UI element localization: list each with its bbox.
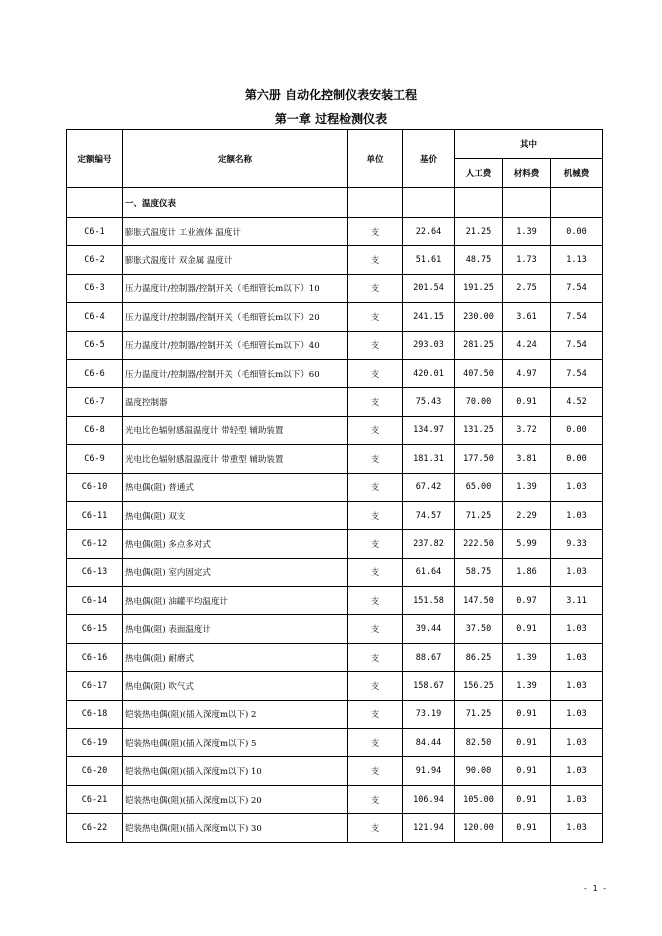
table-row — [67, 757, 603, 785]
row-unit: 支 — [348, 218, 403, 246]
row-base-price: 121.94 — [403, 814, 455, 842]
row-unit: 支 — [348, 274, 403, 302]
row-code: C6-7 — [67, 388, 123, 416]
row-code: C6-5 — [67, 331, 123, 359]
row-unit: 支 — [348, 530, 403, 558]
row-material: 0.91 — [503, 729, 551, 757]
row-material: 1.39 — [503, 473, 551, 501]
row-machine: 1.03 — [551, 501, 603, 529]
row-machine: 1.03 — [551, 558, 603, 586]
row-code: C6-13 — [67, 558, 123, 586]
row-code: C6-9 — [67, 445, 123, 473]
header-material: 材料费 — [503, 159, 551, 188]
row-unit: 支 — [348, 558, 403, 586]
row-unit: 支 — [348, 785, 403, 813]
section-title: 一、温度仪表 — [123, 188, 348, 218]
row-machine: 1.03 — [551, 729, 603, 757]
row-code: C6-12 — [67, 530, 123, 558]
row-material: 0.91 — [503, 785, 551, 813]
table-row — [67, 587, 603, 615]
row-material: 1.39 — [503, 643, 551, 671]
row-labor: 71.25 — [455, 501, 503, 529]
row-unit: 支 — [348, 416, 403, 444]
table-row — [67, 388, 603, 416]
row-material: 1.73 — [503, 246, 551, 274]
row-base-price: 201.54 — [403, 274, 455, 302]
section-row — [67, 188, 603, 218]
row-labor: 177.50 — [455, 445, 503, 473]
row-machine: 7.54 — [551, 331, 603, 359]
header-base-price: 基价 — [403, 130, 455, 188]
table-row — [67, 530, 603, 558]
table-row — [67, 331, 603, 359]
row-material: 1.39 — [503, 672, 551, 700]
row-machine: 1.03 — [551, 757, 603, 785]
table-row — [67, 672, 603, 700]
row-base-price: 237.82 — [403, 530, 455, 558]
header-machine: 机械费 — [551, 159, 603, 188]
row-labor: 58.75 — [455, 558, 503, 586]
table-row — [67, 359, 603, 387]
row-name: 热电偶(阻) 表面温度计 — [123, 615, 348, 643]
row-code: C6-15 — [67, 615, 123, 643]
row-base-price: 88.67 — [403, 643, 455, 671]
table-row — [67, 416, 603, 444]
row-name: 热电偶(阻) 多点多对式 — [123, 530, 348, 558]
row-machine: 7.54 — [551, 303, 603, 331]
row-base-price: 91.94 — [403, 757, 455, 785]
row-labor: 222.50 — [455, 530, 503, 558]
row-unit: 支 — [348, 643, 403, 671]
header-name: 定额名称 — [123, 130, 348, 188]
row-code: C6-3 — [67, 274, 123, 302]
row-unit: 支 — [348, 303, 403, 331]
row-labor: 191.25 — [455, 274, 503, 302]
row-machine: 1.03 — [551, 814, 603, 842]
table-row — [67, 218, 603, 246]
row-material: 4.24 — [503, 331, 551, 359]
row-name: 光电比色辐射感温温度计 带轻型 辅助装置 — [123, 416, 348, 444]
row-unit: 支 — [348, 672, 403, 700]
row-code: C6-4 — [67, 303, 123, 331]
row-name: 光电比色辐射感温温度计 带重型 辅助装置 — [123, 445, 348, 473]
table-row — [67, 246, 603, 274]
row-unit: 支 — [348, 700, 403, 728]
row-machine: 1.03 — [551, 473, 603, 501]
row-code: C6-6 — [67, 359, 123, 387]
quota-table — [66, 129, 603, 843]
row-code: C6-19 — [67, 729, 123, 757]
row-name: 压力温度计/控制器/控制开关（毛细管长m以下）10 — [123, 274, 348, 302]
row-material: 1.39 — [503, 218, 551, 246]
row-machine: 7.54 — [551, 359, 603, 387]
table-row — [67, 643, 603, 671]
table-row — [67, 615, 603, 643]
row-name: 膨胀式温度计 工业液体 温度计 — [123, 218, 348, 246]
row-unit: 支 — [348, 814, 403, 842]
row-labor: 48.75 — [455, 246, 503, 274]
page-number: - 1 - — [583, 884, 608, 893]
row-base-price: 106.94 — [403, 785, 455, 813]
row-machine: 9.33 — [551, 530, 603, 558]
row-labor: 71.25 — [455, 700, 503, 728]
table-row — [67, 558, 603, 586]
row-machine: 1.13 — [551, 246, 603, 274]
table-row — [67, 814, 603, 842]
row-machine: 0.00 — [551, 218, 603, 246]
row-code: C6-18 — [67, 700, 123, 728]
row-unit: 支 — [348, 587, 403, 615]
row-base-price: 134.97 — [403, 416, 455, 444]
row-base-price: 39.44 — [403, 615, 455, 643]
row-labor: 120.00 — [455, 814, 503, 842]
row-unit: 支 — [348, 615, 403, 643]
row-machine: 1.03 — [551, 785, 603, 813]
row-name: 热电偶(阻) 油罐平均温度计 — [123, 587, 348, 615]
table-row — [67, 445, 603, 473]
chapter-title: 第一章 过程检测仪表 — [274, 112, 388, 126]
row-material: 2.75 — [503, 274, 551, 302]
row-labor: 131.25 — [455, 416, 503, 444]
row-code: C6-16 — [67, 643, 123, 671]
row-unit: 支 — [348, 445, 403, 473]
row-unit: 支 — [348, 757, 403, 785]
row-labor: 86.25 — [455, 643, 503, 671]
row-name: 铠装热电偶(阻)(插入深度m以下) 5 — [123, 729, 348, 757]
row-material: 3.81 — [503, 445, 551, 473]
table-row — [67, 274, 603, 302]
row-labor: 37.50 — [455, 615, 503, 643]
row-base-price: 181.31 — [403, 445, 455, 473]
row-material: 3.72 — [503, 416, 551, 444]
row-labor: 82.50 — [455, 729, 503, 757]
row-unit: 支 — [348, 246, 403, 274]
row-name: 热电偶(阻) 吹气式 — [123, 672, 348, 700]
table-row — [67, 700, 603, 728]
row-material: 0.91 — [503, 757, 551, 785]
table-row — [67, 785, 603, 813]
row-base-price: 73.19 — [403, 700, 455, 728]
row-unit: 支 — [348, 473, 403, 501]
row-material: 2.29 — [503, 501, 551, 529]
table-row — [67, 303, 603, 331]
row-name: 热电偶(阻) 耐磨式 — [123, 643, 348, 671]
row-labor: 156.25 — [455, 672, 503, 700]
row-material: 3.61 — [503, 303, 551, 331]
row-labor: 147.50 — [455, 587, 503, 615]
row-labor: 70.00 — [455, 388, 503, 416]
row-machine: 0.00 — [551, 416, 603, 444]
row-labor: 65.00 — [455, 473, 503, 501]
row-code: C6-17 — [67, 672, 123, 700]
header-among: 其中 — [455, 130, 603, 159]
row-machine: 1.03 — [551, 672, 603, 700]
row-labor: 105.00 — [455, 785, 503, 813]
row-name: 铠装热电偶(阻)(插入深度m以下) 2 — [123, 700, 348, 728]
row-material: 4.97 — [503, 359, 551, 387]
row-base-price: 151.58 — [403, 587, 455, 615]
table-row — [67, 729, 603, 757]
row-name: 膨胀式温度计 双金属 温度计 — [123, 246, 348, 274]
row-material: 0.91 — [503, 814, 551, 842]
row-labor: 230.00 — [455, 303, 503, 331]
header-labor: 人工费 — [455, 159, 503, 188]
row-code: C6-10 — [67, 473, 123, 501]
row-code: C6-14 — [67, 587, 123, 615]
row-name: 热电偶(阻) 普通式 — [123, 473, 348, 501]
row-name: 热电偶(阻) 双支 — [123, 501, 348, 529]
row-material: 0.97 — [503, 587, 551, 615]
header-code: 定额编号 — [67, 130, 123, 188]
row-unit: 支 — [348, 501, 403, 529]
row-machine: 1.03 — [551, 615, 603, 643]
row-machine: 1.03 — [551, 643, 603, 671]
row-name: 压力温度计/控制器/控制开关（毛细管长m以下）20 — [123, 303, 348, 331]
row-machine: 7.54 — [551, 274, 603, 302]
row-base-price: 51.61 — [403, 246, 455, 274]
row-name: 铠装热电偶(阻)(插入深度m以下) 10 — [123, 757, 348, 785]
header-unit: 单位 — [348, 130, 403, 188]
row-labor: 21.25 — [455, 218, 503, 246]
row-base-price: 84.44 — [403, 729, 455, 757]
row-machine: 1.03 — [551, 700, 603, 728]
row-name: 铠装热电偶(阻)(插入深度m以下) 20 — [123, 785, 348, 813]
row-base-price: 420.01 — [403, 359, 455, 387]
row-base-price: 241.15 — [403, 303, 455, 331]
row-material: 5.99 — [503, 530, 551, 558]
row-unit: 支 — [348, 359, 403, 387]
row-name: 铠装热电偶(阻)(插入深度m以下) 30 — [123, 814, 348, 842]
row-base-price: 75.43 — [403, 388, 455, 416]
row-name: 温度控制器 — [123, 388, 348, 416]
row-machine: 4.52 — [551, 388, 603, 416]
row-code: C6-21 — [67, 785, 123, 813]
book-title: 第六册 自动化控制仪表安装工程 — [244, 88, 418, 102]
section-code-cell — [67, 188, 123, 218]
row-code: C6-8 — [67, 416, 123, 444]
row-code: C6-11 — [67, 501, 123, 529]
row-material: 0.91 — [503, 388, 551, 416]
row-labor: 407.50 — [455, 359, 503, 387]
row-base-price: 158.67 — [403, 672, 455, 700]
row-unit: 支 — [348, 729, 403, 757]
row-labor: 281.25 — [455, 331, 503, 359]
row-machine: 3.11 — [551, 587, 603, 615]
row-base-price: 74.57 — [403, 501, 455, 529]
row-labor: 90.00 — [455, 757, 503, 785]
row-machine: 0.00 — [551, 445, 603, 473]
row-code: C6-20 — [67, 757, 123, 785]
row-code: C6-2 — [67, 246, 123, 274]
row-base-price: 61.64 — [403, 558, 455, 586]
row-material: 0.91 — [503, 615, 551, 643]
row-code: C6-22 — [67, 814, 123, 842]
row-material: 0.91 — [503, 700, 551, 728]
row-base-price: 67.42 — [403, 473, 455, 501]
row-base-price: 22.64 — [403, 218, 455, 246]
row-name: 热电偶(阻) 室内固定式 — [123, 558, 348, 586]
row-name: 压力温度计/控制器/控制开关（毛细管长m以下）40 — [123, 331, 348, 359]
table-row — [67, 473, 603, 501]
row-unit: 支 — [348, 331, 403, 359]
row-material: 1.86 — [503, 558, 551, 586]
row-base-price: 293.03 — [403, 331, 455, 359]
row-unit: 支 — [348, 388, 403, 416]
row-code: C6-1 — [67, 218, 123, 246]
table-row — [67, 501, 603, 529]
row-name: 压力温度计/控制器/控制开关（毛细管长m以下）60 — [123, 359, 348, 387]
